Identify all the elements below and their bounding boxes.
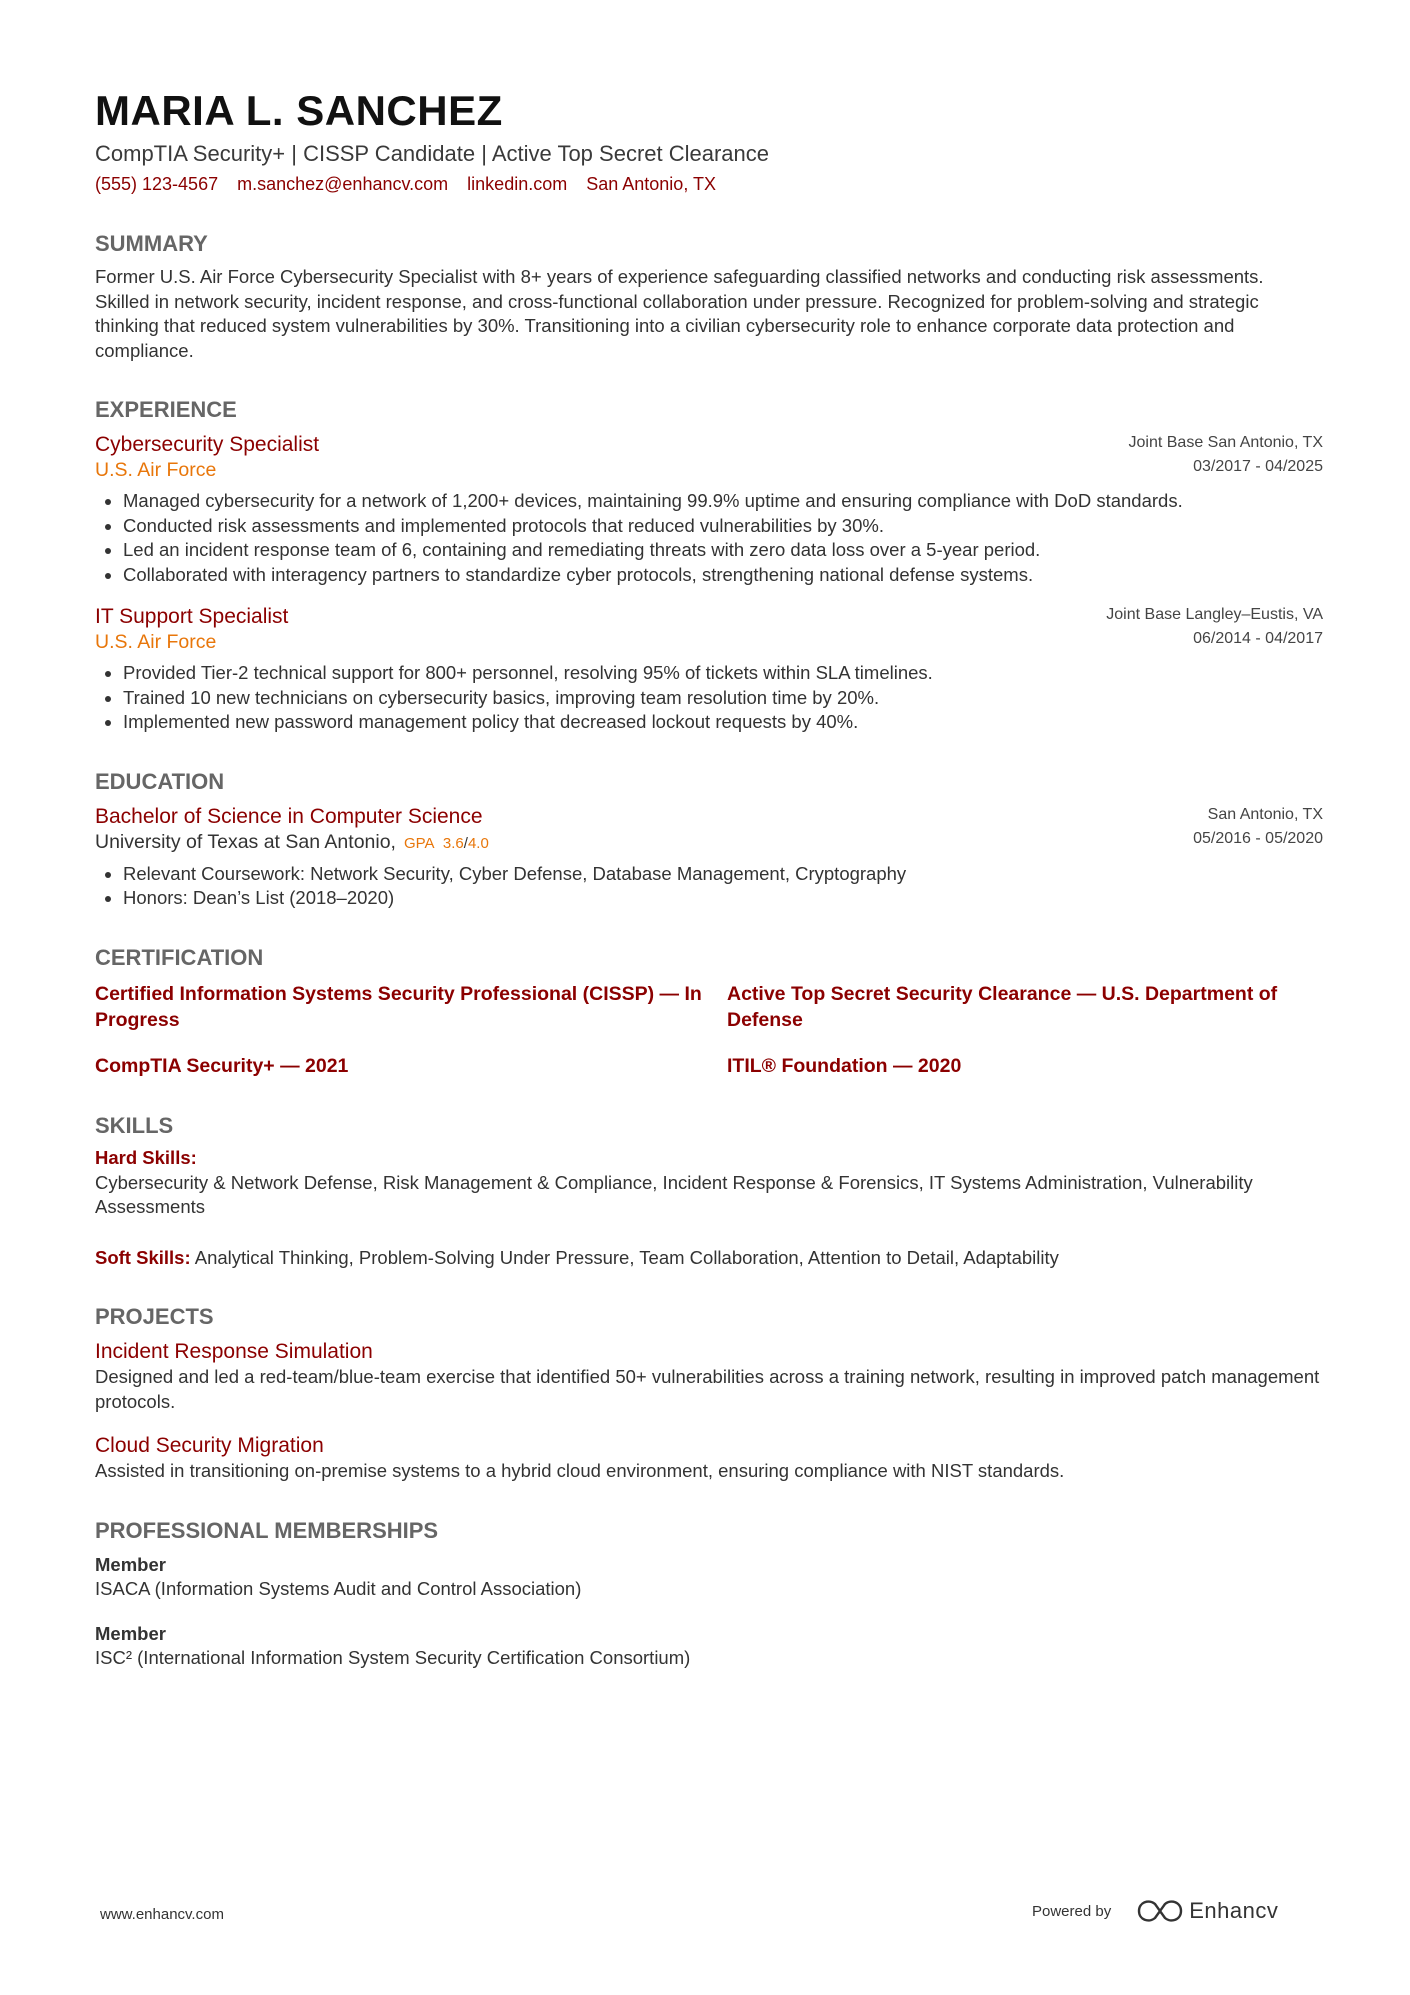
list-item: • Managed cybersecurity for a network of 1,200+ devices, maintaining 99.9% uptime and ensuring compliance with DoD standards.	[123, 489, 1323, 514]
section-title: SUMMARY	[95, 231, 208, 256]
job-bullets	[95, 489, 1323, 587]
school-line	[95, 830, 1323, 856]
experience-entry	[95, 431, 1323, 587]
email-link[interactable]: m.sanchez@enhancv.com	[237, 174, 449, 194]
certification-item: Certified Information Systems Security Professional (CISSP) — In Progress	[95, 982, 702, 1031]
project-name: Cloud Security Migration	[95, 1434, 324, 1457]
certification-item: Active Top Secret Security Clearance — U.S. Department of Defense	[727, 982, 1278, 1031]
soft-skills-label: Soft Skills:	[95, 1246, 191, 1268]
memberships-section	[95, 1516, 1323, 1671]
enhancv-logo-icon	[1137, 1900, 1183, 1922]
education-section	[95, 767, 1323, 911]
list-item: • Honors: Dean’s List (2018–2020)	[123, 886, 1323, 911]
job-meta	[1129, 431, 1324, 479]
job-org: U.S. Air Force	[95, 459, 217, 481]
education-bullets	[95, 862, 1323, 911]
gpa-max: 4.0	[467, 834, 489, 852]
projects-section	[95, 1302, 1323, 1484]
list-item: • Led an incident response team of 6, containing and remediating threats with zero data loss over a 5-year period.	[123, 538, 1323, 563]
job-org: U.S. Air Force	[95, 631, 217, 653]
soft-skills-line	[95, 1246, 1323, 1271]
hard-skills-text: Cybersecurity & Network Defense, Risk Management & Compliance, Incident Response & Forensics, IT Systems Administration, Vulnerability Assessments	[95, 1171, 1253, 1217]
school: University of Texas at San Antonio,	[95, 830, 396, 853]
job-dates: 06/2014 - 04/2017	[1193, 630, 1323, 647]
job-location: Joint Base Langley–Eustis, VA	[1106, 606, 1323, 623]
gpa-value: 3.6	[442, 834, 464, 852]
phone[interactable]: (555) 123-4567	[95, 174, 219, 194]
certification-grid	[95, 981, 1323, 1079]
enhancv-logo[interactable]	[1137, 1898, 1278, 1924]
project-name: Incident Response Simulation	[95, 1340, 373, 1363]
membership-org: ISC² (International Information System Security Certification Consortium)	[95, 1647, 691, 1668]
certification-item: ITIL® Foundation — 2020	[727, 1054, 962, 1077]
project-entry	[95, 1338, 1323, 1414]
contact-row	[95, 171, 1323, 197]
gpa-label: GPA	[403, 834, 435, 852]
soft-skills-text: Analytical Thinking, Problem-Solving Under Pressure, Team Collaboration, Attention to Detail, Adaptability	[194, 1246, 1059, 1268]
degree: Bachelor of Science in Computer Science	[95, 804, 483, 828]
linkedin-link[interactable]: linkedin.com	[467, 174, 568, 194]
location: San Antonio, TX	[586, 174, 716, 194]
headline: CompTIA Security+ | CISSP Candidate | Active Top Secret Clearance	[95, 141, 770, 166]
project-description: Assisted in transitioning on-premise systems to a hybrid cloud environment, ensuring compliance with NIST standards.	[95, 1460, 1065, 1481]
gpa-separator: /	[463, 834, 468, 852]
experience-entry	[95, 603, 1323, 735]
skills-section	[95, 1111, 1323, 1271]
job-bullets	[95, 661, 1323, 735]
footer-branding[interactable]	[1032, 1898, 1278, 1924]
job-role: IT Support Specialist	[95, 605, 289, 628]
list-item: • Provided Tier-2 technical support for 800+ personnel, resolving 95% of tickets within SLA timelines.	[123, 661, 1323, 686]
certification-section	[95, 943, 1323, 1079]
list-item: • Implemented new password management policy that decreased lockout requests by 40%.	[123, 710, 1323, 735]
experience-section	[95, 395, 1323, 735]
footer-website[interactable]: www.enhancv.com	[100, 1906, 224, 1923]
section-title: PROFESSIONAL MEMBERSHIPS	[95, 1517, 439, 1543]
section-title: PROJECTS	[95, 1304, 214, 1329]
list-item: • Relevant Coursework: Network Security, Cyber Defense, Database Management, Cryptography	[123, 862, 1323, 887]
job-role: Cybersecurity Specialist	[95, 433, 320, 456]
education-location: San Antonio, TX	[1207, 805, 1323, 823]
summary-section	[95, 229, 1323, 363]
list-item: • Collaborated with interagency partners to standardize cyber protocols, strengthening national defense systems.	[123, 563, 1323, 588]
brand-name: Enhancv	[1189, 1898, 1279, 1923]
membership-role: Member	[95, 1553, 166, 1575]
project-description: Designed and led a red-team/blue-team exercise that identified 50+ vulnerabilities across a training network, resulting in improved patch management protocols.	[95, 1366, 1320, 1412]
candidate-name: MARIA L. SANCHEZ	[95, 87, 503, 134]
summary-text: Former U.S. Air Force Cybersecurity Specialist with 8+ years of experience safeguarding classified networks and conducting risk assessments. Skilled in network security, incident response, and cross-functional collaboration under pressure. Recognized for problem-solving and strategic thinking that reduced system vulnerabilities by 30%. Transitioning into a civilian cybersecurity role to enhance corporate data protection and compliance.	[95, 266, 1264, 361]
list-item: • Trained 10 new technicians on cybersecurity basics, improving team resolution time by 20%.	[123, 686, 1323, 711]
section-title: EDUCATION	[95, 768, 225, 794]
powered-by-label: Powered by	[1032, 1902, 1112, 1920]
job-meta	[1106, 603, 1323, 651]
membership-role: Member	[95, 1623, 166, 1644]
education-dates: 05/2016 - 05/2020	[1193, 829, 1323, 847]
section-title: EXPERIENCE	[95, 397, 237, 422]
membership-org: ISACA (Information Systems Audit and Control Association)	[95, 1577, 582, 1599]
certification-item: CompTIA Security+ — 2021	[95, 1054, 349, 1077]
section-title: CERTIFICATION	[95, 944, 264, 970]
project-entry	[95, 1432, 1323, 1484]
resume-page	[95, 85, 1323, 1671]
hard-skills-label: Hard Skills:	[95, 1146, 197, 1168]
job-dates: 03/2017 - 04/2025	[1193, 458, 1323, 475]
membership-entry	[95, 1621, 1323, 1671]
education-entry	[95, 803, 1323, 911]
gpa	[404, 835, 489, 852]
job-location: Joint Base San Antonio, TX	[1128, 434, 1323, 451]
section-title: SKILLS	[95, 1112, 174, 1138]
list-item: • Conducted risk assessments and implemented protocols that reduced vulnerabilities by 30%.	[123, 514, 1323, 539]
education-meta	[1193, 803, 1323, 851]
membership-entry	[95, 1552, 1323, 1602]
